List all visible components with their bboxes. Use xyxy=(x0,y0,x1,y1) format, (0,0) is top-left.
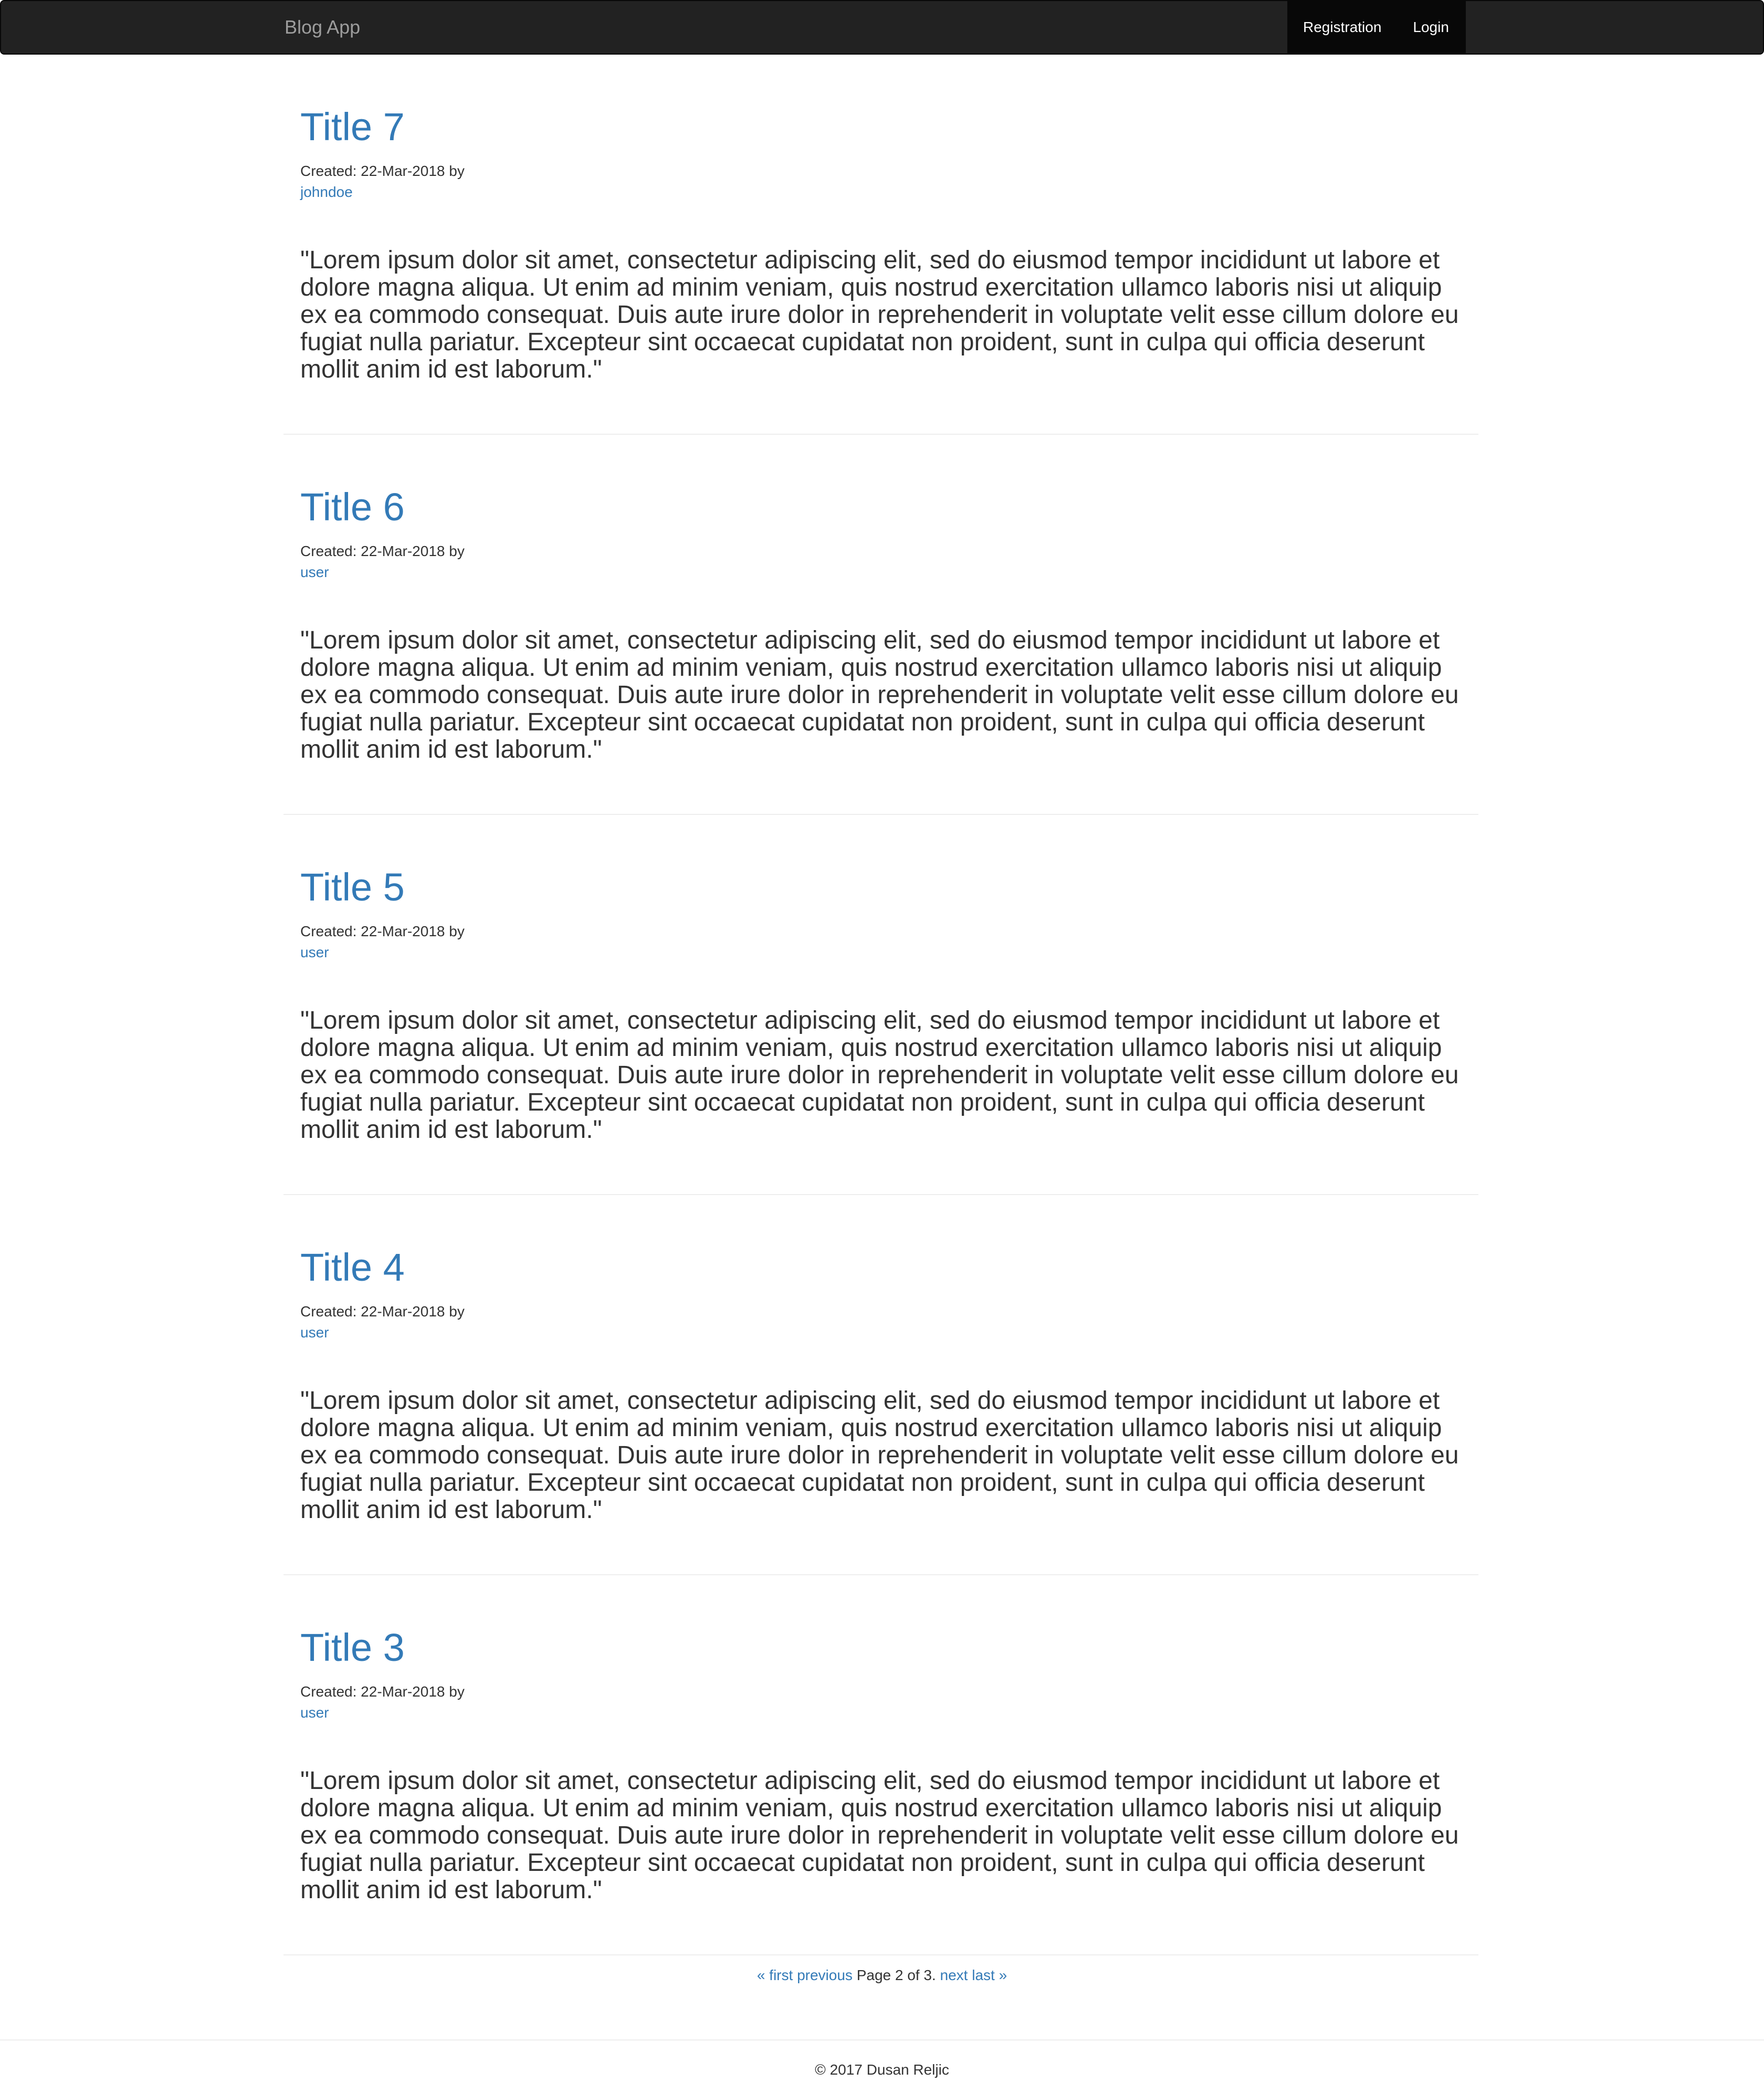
post-item xyxy=(284,55,1478,435)
post-item xyxy=(284,815,1478,1195)
registration-link[interactable]: Registration xyxy=(1303,19,1382,35)
post-author-link[interactable]: user xyxy=(300,944,329,960)
post-author-link[interactable]: user xyxy=(300,1324,329,1341)
post-item xyxy=(284,1575,1478,1955)
post-title-link[interactable]: Title 5 xyxy=(300,865,405,909)
login-link[interactable]: Login xyxy=(1413,19,1449,35)
post-title-link[interactable]: Title 3 xyxy=(300,1626,405,1669)
post-body: "Lorem ipsum dolor sit amet, consectetur adipiscing elit, sed do eiusmod tempor incididunt ut labore et dolore magna aliqua. Ut enim ad minim veniam, quis nostrud exercitation ullamco laboris nisi ut aliquip ex ea commodo consequat. Duis aute irure dolor in reprehenderit in voluptate velit esse cillum dolore eu fugiat nulla pariatur. Excepteur sint occaecat cupidatat non proident, sunt in culpa qui officia deserunt mollit anim id est laborum." xyxy=(300,1387,1459,1524)
footer-divider xyxy=(0,2039,1764,2040)
post-created-date: Created: 22-Mar-2018 by xyxy=(300,1303,465,1320)
pagination xyxy=(0,1965,1764,1986)
post-created-date: Created: 22-Mar-2018 by xyxy=(300,543,465,559)
post-title-link[interactable]: Title 4 xyxy=(300,1246,405,1289)
nav-links xyxy=(1287,1,1466,54)
post-body: "Lorem ipsum dolor sit amet, consectetur adipiscing elit, sed do eiusmod tempor incididunt ut labore et dolore magna aliqua. Ut enim ad minim veniam, quis nostrud exercitation ullamco laboris nisi ut aliquip ex ea commodo consequat. Duis aute irure dolor in reprehenderit in voluptate velit esse cillum dolore eu fugiat nulla pariatur. Excepteur sint occaecat cupidatat non proident, sunt in culpa qui officia deserunt mollit anim id est laborum." xyxy=(300,1007,1459,1144)
brand-link[interactable]: Blog App xyxy=(285,16,361,38)
post-item xyxy=(284,1195,1478,1575)
post-list xyxy=(284,55,1478,1955)
top-navbar xyxy=(0,0,1764,55)
page-status: Page 2 of 3. xyxy=(856,1967,936,1983)
post-item xyxy=(284,435,1478,815)
post-author-link[interactable]: user xyxy=(300,1704,329,1721)
post-title-link[interactable]: Title 6 xyxy=(300,485,405,529)
post-created-date: Created: 22-Mar-2018 by xyxy=(300,163,465,179)
post-body: "Lorem ipsum dolor sit amet, consectetur adipiscing elit, sed do eiusmod tempor incididunt ut labore et dolore magna aliqua. Ut enim ad minim veniam, quis nostrud exercitation ullamco laboris nisi ut aliquip ex ea commodo consequat. Duis aute irure dolor in reprehenderit in voluptate velit esse cillum dolore eu fugiat nulla pariatur. Excepteur sint occaecat cupidatat non proident, sunt in culpa qui officia deserunt mollit anim id est laborum." xyxy=(300,246,1459,383)
previous-page-link[interactable]: previous xyxy=(797,1967,853,1983)
post-title-link[interactable]: Title 7 xyxy=(300,105,405,149)
post-created-date: Created: 22-Mar-2018 by xyxy=(300,923,465,939)
next-page-link[interactable]: next xyxy=(940,1967,968,1983)
post-created-date: Created: 22-Mar-2018 by xyxy=(300,1683,465,1700)
footer-copyright: © 2017 Dusan Reljic xyxy=(815,2061,949,2078)
post-body: "Lorem ipsum dolor sit amet, consectetur adipiscing elit, sed do eiusmod tempor incididunt ut labore et dolore magna aliqua. Ut enim ad minim veniam, quis nostrud exercitation ullamco laboris nisi ut aliquip ex ea commodo consequat. Duis aute irure dolor in reprehenderit in voluptate velit esse cillum dolore eu fugiat nulla pariatur. Excepteur sint occaecat cupidatat non proident, sunt in culpa qui officia deserunt mollit anim id est laborum." xyxy=(300,626,1459,763)
first-page-link[interactable]: « first xyxy=(757,1967,793,1983)
post-author-link[interactable]: user xyxy=(300,564,329,580)
post-author-link[interactable]: johndoe xyxy=(300,184,353,200)
last-page-link[interactable]: last » xyxy=(972,1967,1007,1983)
post-body: "Lorem ipsum dolor sit amet, consectetur adipiscing elit, sed do eiusmod tempor incididunt ut labore et dolore magna aliqua. Ut enim ad minim veniam, quis nostrud exercitation ullamco laboris nisi ut aliquip ex ea commodo consequat. Duis aute irure dolor in reprehenderit in voluptate velit esse cillum dolore eu fugiat nulla pariatur. Excepteur sint occaecat cupidatat non proident, sunt in culpa qui officia deserunt mollit anim id est laborum." xyxy=(300,1767,1459,1904)
